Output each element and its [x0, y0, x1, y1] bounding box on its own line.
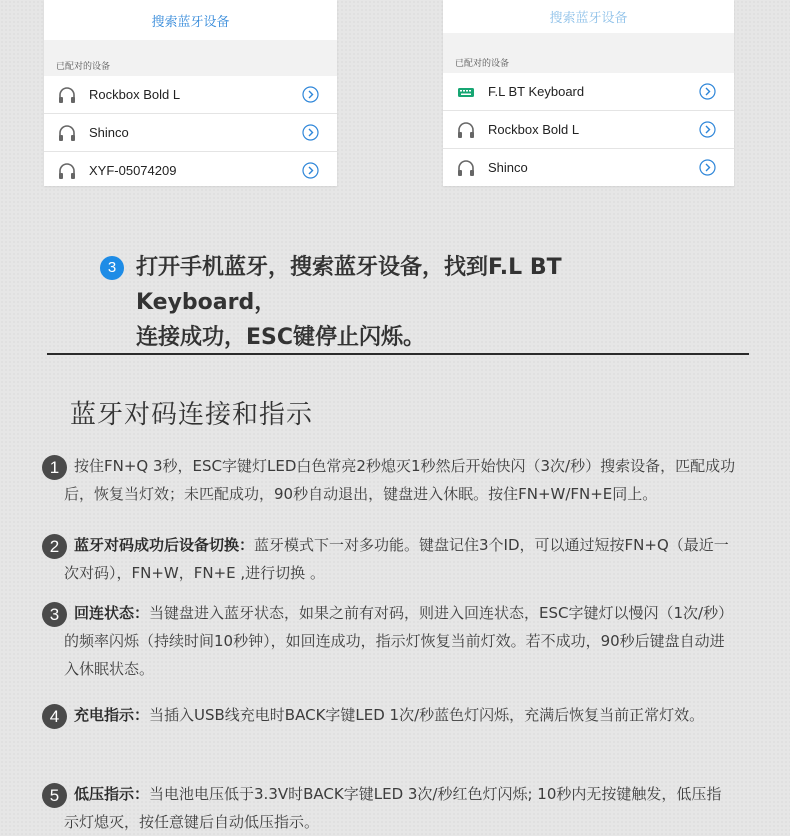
device-row[interactable]: [443, 149, 734, 186]
chevron-right-circle-icon[interactable]: [302, 162, 319, 179]
item-text: 当电池电压低于3.3V时BACK字键LED 3次/秒红色灯闪烁; 10秒内无按键触发，低压指示灯熄灭，按任意键后自动低压指示。: [64, 785, 722, 831]
item-text: 当插入USB线充电时BACK字键LED 1次/秒蓝色灯闪烁，充满后恢复当前正常灯效。: [149, 706, 705, 724]
search-bluetooth-button[interactable]: 搜索蓝牙设备: [443, 0, 734, 33]
section-title: 蓝牙对码连接和指示: [70, 400, 314, 430]
device-row[interactable]: [44, 76, 337, 114]
device-name: Rockbox Bold L: [89, 87, 181, 102]
item-paragraph: [64, 531, 736, 587]
device-row[interactable]: [44, 114, 337, 152]
item-label: 蓝牙对码成功后设备切换：: [74, 536, 255, 554]
item-number-badge: 5: [42, 783, 67, 808]
device-name: F.L BT Keyboard: [488, 84, 585, 99]
device-row[interactable]: [44, 152, 337, 186]
headphones-icon: [457, 122, 475, 138]
item-number-badge: 4: [42, 704, 67, 729]
device-name: Rockbox Bold L: [488, 122, 580, 137]
chevron-right-circle-icon[interactable]: [699, 83, 716, 100]
item-label: 回连状态：: [74, 604, 150, 622]
device-name: Shinco: [488, 160, 528, 175]
item-paragraph: [64, 780, 736, 836]
paired-devices-header: [443, 33, 734, 73]
step-3-text: [136, 250, 696, 355]
keyboard-icon: [457, 84, 475, 100]
headphones-icon: [457, 160, 475, 176]
phone-screenshot-right: [443, 0, 734, 186]
section-divider: [47, 353, 749, 355]
item-paragraph: [64, 599, 736, 683]
headphones-icon: [58, 87, 76, 103]
device-row[interactable]: [443, 73, 734, 111]
headphones-icon: [58, 163, 76, 179]
item-number-badge: 3: [42, 602, 67, 627]
device-name: XYF-05074209: [89, 163, 177, 178]
paired-devices-header: [44, 40, 337, 76]
paired-devices-label: 已配对的设备: [455, 59, 510, 69]
item-label: 低压指示：: [74, 785, 150, 803]
chevron-right-circle-icon[interactable]: [699, 159, 716, 176]
chevron-right-circle-icon[interactable]: [302, 86, 319, 103]
item-paragraph: [64, 452, 736, 508]
headphones-icon: [58, 125, 76, 141]
paired-devices-label: 已配对的设备: [56, 62, 111, 72]
step-number-badge: 3: [100, 256, 124, 280]
item-number-badge: 2: [42, 534, 67, 559]
item-text: 蓝牙模式下一对多功能。键盘记住3个ID，可以通过短按FN+Q（最近一次对码），FN+W，FN+E ,进行切换 。: [64, 536, 729, 582]
phone-screenshot-left: [44, 0, 337, 186]
step-3-line-1: 打开手机蓝牙，搜索蓝牙设备，找到F.L BT Keyboard，: [136, 255, 562, 315]
item-number-badge: 1: [42, 455, 67, 480]
item-text: 按住FN+Q 3秒，ESC字键灯LED白色常亮2秒熄灭1秒然后开始快闪（3次/秒）搜索设备，匹配成功后，恢复当灯效；未匹配成功，90秒自动退出，键盘进入休眠。按住FN+W/FN+E同上。: [64, 457, 736, 503]
device-row[interactable]: [443, 111, 734, 149]
search-bluetooth-button[interactable]: 搜索蓝牙设备: [44, 0, 337, 40]
chevron-right-circle-icon[interactable]: [699, 121, 716, 138]
item-text: 当键盘进入蓝牙状态，如果之前有对码，则进入回连状态，ESC字键灯以慢闪（1次/秒）的频率闪烁（持续时间10秒钟），如回连成功，指示灯恢复当前灯效。若不成功，90秒后键盘自动进入休眠状态。: [64, 604, 734, 678]
step-3-line-2: 连接成功，ESC键停止闪烁。: [136, 325, 426, 350]
chevron-right-circle-icon[interactable]: [302, 124, 319, 141]
device-name: Shinco: [89, 125, 129, 140]
item-paragraph: [64, 701, 736, 729]
item-label: 充电指示：: [74, 706, 150, 724]
